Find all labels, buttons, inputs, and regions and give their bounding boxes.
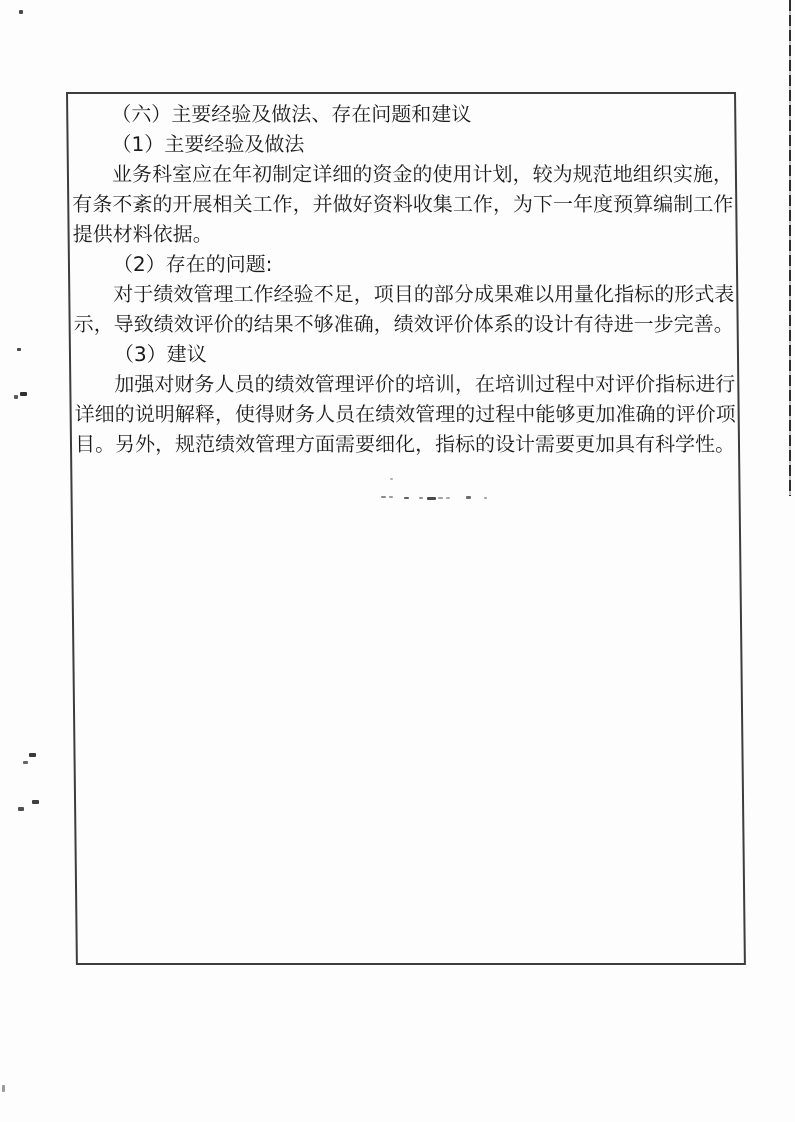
report-table-cell — [66, 92, 746, 965]
scan-speck — [14, 395, 18, 399]
section-heading: （六）主要经验及做法、存在问题和建议 — [111, 102, 472, 126]
scan-speck — [20, 392, 27, 396]
scan-speck — [18, 807, 24, 811]
scan-speck — [23, 761, 28, 764]
scan-speck — [19, 10, 23, 14]
scan-edge-line — [789, 0, 791, 496]
subsection-heading-problems: （2）存在的问题: — [112, 252, 273, 276]
subsection-heading-experience: （1）主要经验及做法 — [111, 132, 305, 156]
scan-speck — [17, 348, 21, 351]
subsection-heading-suggestions: （3）建议 — [113, 342, 207, 366]
scan-speck — [2, 1085, 5, 1092]
paragraph-problems: 对于绩效管理工作经验不足，项目的部分成果难以用量化指标的形式表示，导致绩效评价的结果不够准确，绩效评价体系的设计有待进一步完善。 — [73, 282, 735, 336]
scan-speck — [29, 753, 36, 757]
scan-speck — [32, 800, 39, 804]
paragraph-experience: 业务科室应在年初制定详细的资金的使用计划，较为规范地组织实施，有条不紊的开展相关工作，并做好资料收集工作，为下一年度预算编制工作提供材料依据。 — [72, 162, 734, 246]
paragraph-suggestions: 加强对财务人员的绩效管理评价的培训，在培训过程中对评价指标进行详细的说明解释，使得财务人员在绩效管理的过程中能够更加准确的评价项目。另外，规范绩效管理方面需要细化，指标的设计需要更加具有科学性。 — [74, 372, 736, 456]
